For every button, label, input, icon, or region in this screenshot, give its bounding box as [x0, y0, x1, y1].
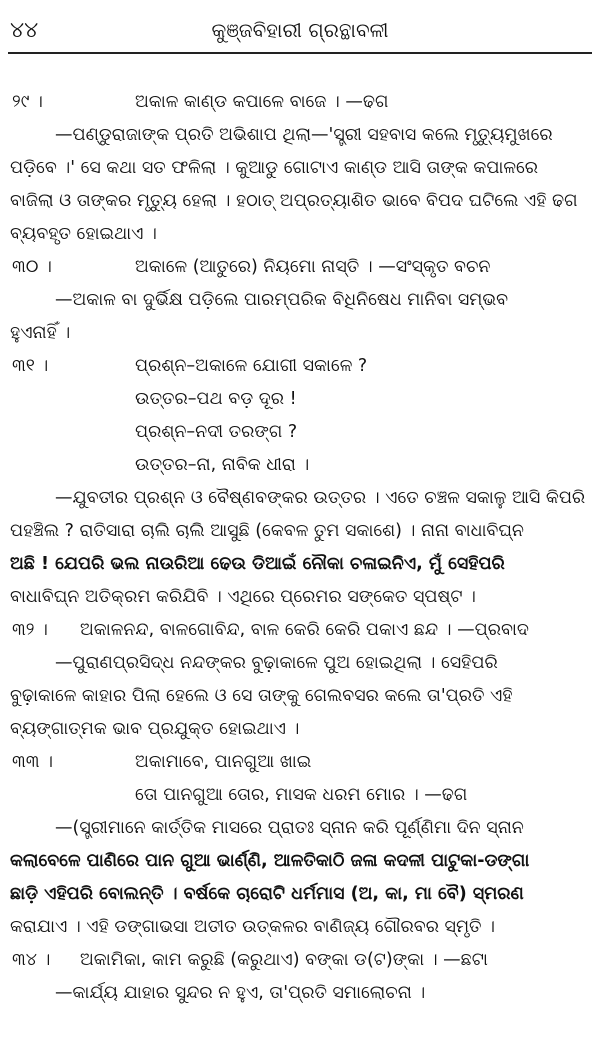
page-header: [0, 12, 600, 46]
entry-headline-continued: ତୋ ପାନଗୁଆ ତୋର, ମାସକ ଧରମ ମୋର । —ଢଗ: [135, 785, 468, 805]
entry-text-line: —ଯୁବତୀର ପ୍ରଶ୍ନ ଓ ବୈଷ୍ଣବଙ୍କର ଉତ୍ତର । ଏତେ ଚଞ୍ଚଳ ସକାଳୁ ଆସି କିପରି: [55, 488, 586, 508]
entry-text-line: ଛାଡ଼ି ଏହିପରି ବୋଲନ୍ତି । ବର୍ଷକେ ଚାରୋଟି ଧର୍ମମାସ (ଅ, କା, ମା ବୈ) ସ୍ମରଣ: [10, 884, 524, 904]
entry-headline: ଅକାଳେ (ଆତୁରେ) ନିୟମୋ ନାସ୍ତି । —ସଂସ୍କୃତ ବଚନ: [135, 257, 491, 277]
entry-text-line: ବାଜିଲା ଓ ତାଙ୍କର ମୃତ୍ୟୁ ହେଲା । ହଠାତ୍ ଅପ୍ରତ୍ୟାଶିତ ଭାବେ ବିପଦ ଘଟିଲେ ଏହି ଢଗ: [10, 191, 578, 211]
entry-text-line: —ଅକାଳ ବା ଦୁର୍ଭିକ୍ଷ ପଡ଼ିଲେ ପାରମ୍ପରିକ ବିଧିନିଷେଧ ମାନିବା ସମ୍ଭବ: [55, 290, 509, 310]
entry-verse: ପ୍ରଶ୍ନ–ନଦୀ ତରଙ୍ଗ ?: [135, 422, 298, 442]
entry-text-line: ବ୍ୟବହୃତ ହୋଇଥାଏ ।: [10, 224, 157, 244]
entry-number: ୩୨ ।: [12, 620, 48, 640]
entry-number: ୨୯ ।: [12, 92, 43, 112]
entry-text-line: ବାଧାବିଘ୍ନ ଅତିକ୍ରମ କରିଯିବି । ଏଥିରେ ପ୍ରେମର ସଙ୍କେତ ସ୍ପଷ୍ଟ ।: [10, 587, 476, 607]
entry-verse: ଉତ୍ତର–ନା, ନାବିକ ଧୀରା ।: [135, 455, 310, 475]
entry-text-line: ହୁଏନାହିଁ ।: [10, 323, 71, 343]
header-rule: [8, 52, 592, 54]
entry-headline: ଅକାଳ କାଣ୍ଡ କପାଳେ ବାଜେ । —ଢଗ: [135, 92, 389, 112]
entry-number: ୩୦ ।: [12, 257, 52, 277]
entry-verse: ପ୍ରଶ୍ନ–ଅକାଳେ ଯୋଗୀ ସକାଳେ ?: [135, 356, 368, 376]
entry-verse: ଉତ୍ତର–ପଥ ବଡ଼ ଦୂର !: [135, 389, 297, 409]
entry-text-line: —ପୁରାଣପ୍ରସିଦ୍ଧ ନନ୍ଦଙ୍କର ବୁଢ଼ାକାଳେ ପୁଅ ହୋଇଥିଲା । ସେହିପରି: [55, 653, 498, 673]
entry-text-line: —କାର୍ଯ୍ୟ ଯାହାର ସୁନ୍ଦର ନ ହୁଏ, ତା'ପ୍ରତି ସମାଲୋଚନା ।: [55, 983, 426, 1003]
entry-headline: ଅକାମିକା, କାମ କରୁଛି (କରୁଥାଏ) ବଙ୍କା ଡ(ଟ)ଙ୍କା । —ଛଟା: [80, 950, 488, 970]
entry-text-line: ଅଛି ! ଯେପରି ଭଲ ନାଉରିଆ ଢେଉ ଡିଆଇଁ ନୌକା ଚଳାଇନିଏ, ମୁଁ ସେହିପରି: [10, 554, 505, 574]
entry-text-line: —ପଣ୍ଡୁରାଜାଙ୍କ ପ୍ରତି ଅଭିଶାପ ଥିଲା—'ସ୍ତ୍ରୀ ସହବାସ କଲେ ମୃତ୍ୟୁମୁଖରେ: [55, 125, 553, 145]
entry-text-line: ପଡ଼ିବେ ।' ସେ କଥା ସତ ଫଳିଲା । କୁଆଡୁ ଗୋଟାଏ କାଣ୍ଡ ଆସି ତାଙ୍କ କପାଳରେ: [10, 158, 539, 178]
entry-headline: ଅକାମାବେ, ପାନଗୁଆ ଖାଇ: [135, 752, 312, 772]
entry-text-line: ପହଞ୍ଚିଲ ? ରାତିସାରା ଚାଲି ଚାଲି ଆସୁଛି (କେବଳ ତୁମ ସକାଶେ) । ନାନା ବାଧାବିଘ୍ନ: [10, 521, 524, 541]
entry-number: ୩୧ ।: [12, 356, 49, 376]
page-number: ୪୪: [10, 18, 39, 43]
entry-text-line: ବୁଢ଼ାକାଳେ କାହାର ପିଲା ହେଲେ ଓ ସେ ତାଙ୍କୁ ଗେଲବସର କଲେ ତା'ପ୍ରତି ଏହି: [10, 686, 513, 706]
entry-text-line: କରାଯାଏ । ଏହି ଡଙ୍ଗାଭସା ଅତୀତ ଉତ୍କଳର ବାଣିଜ୍ୟ ଗୌରବର ସ୍ମୃତି ।: [10, 917, 495, 937]
running-title: କୁଞ୍ଜବିହାରୀ ଗ୍ରନ୍ଥାବଳୀ: [211, 18, 389, 42]
entry-text-line: —(ସ୍ତ୍ରୀମାନେ କାର୍ତ୍ତିକ ମାସରେ ପ୍ରାତଃ ସ୍ନାନ କରି ପୂର୍ଣ୍ଣିମା ଦିନ ସ୍ନାନ: [55, 818, 524, 838]
entry-text-line: ବ୍ୟଙ୍ଗାତ୍ମକ ଭାବ ପ୍ରଯୁକ୍ତ ହୋଇଥାଏ ।: [10, 719, 300, 739]
entry-number: ୩୩ ।: [12, 752, 53, 772]
entry-text-line: କଲାବେଳେ ପାଣିରେ ପାନ ଗୁଆ ଭାର୍ଣ୍ଣି, ଆଳତିକାଠି ଜଳା କଦଳୀ ପାଟୁକା-ଡଙ୍ଗା: [10, 851, 530, 871]
entry-headline: ଅକାଳନନ୍ଦ, ବାଳଗୋବିନ୍ଦ, ବାଳ କେରି କେରି ପକାଏ ଛନ୍ଦ । —ପ୍ରବାଦ: [80, 620, 529, 640]
entry-number: ୩୪ ।: [12, 950, 51, 970]
